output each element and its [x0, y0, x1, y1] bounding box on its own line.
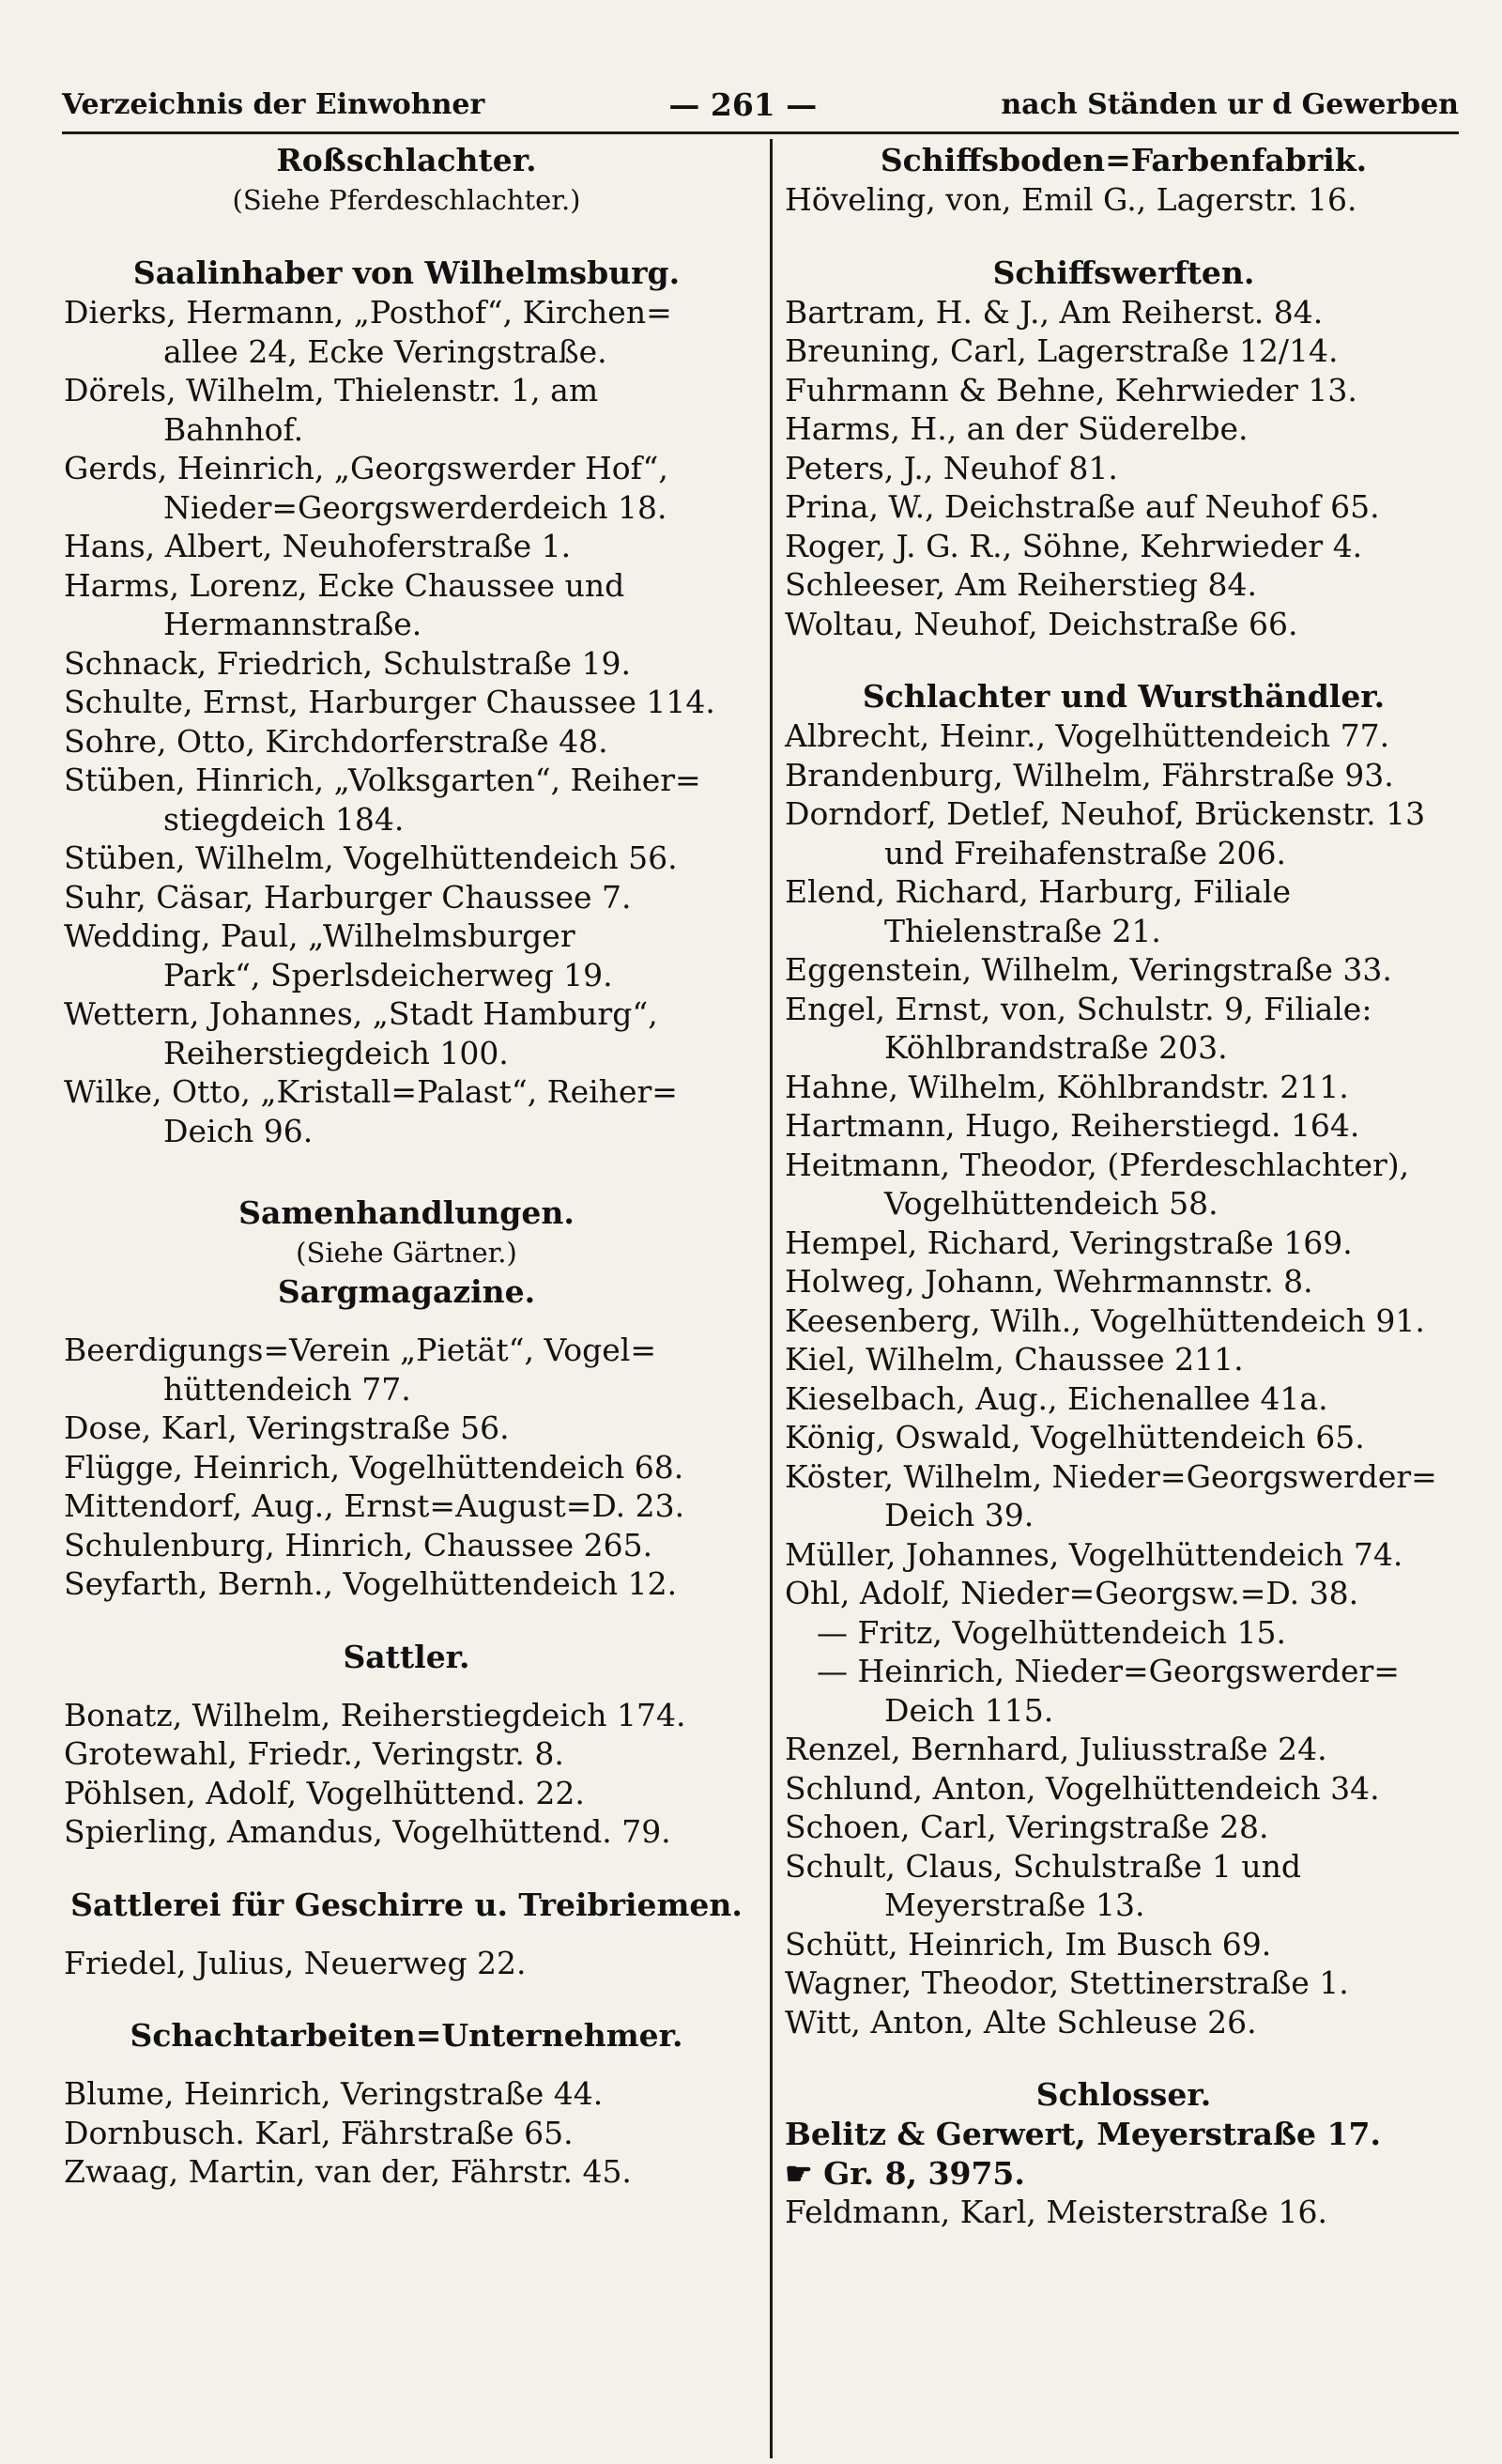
directory-entry [785, 716, 1463, 756]
directory-entry [785, 1652, 1463, 1730]
directory-entry [785, 2003, 1463, 2042]
entry-line: Dorndorf, Detlef, Neuhof, Brückenstr. 13 [785, 795, 1426, 832]
directory-entry [64, 1448, 749, 1487]
directory-entry [64, 683, 749, 722]
entry-continuation: hüttendeich 77. [163, 1370, 411, 1408]
entry-continuation: und Freihafenstraße 206. [884, 834, 1286, 871]
entry-line: Köster, Wilhelm, Nieder=Georgswerder= [785, 1457, 1437, 1495]
directory-entry [64, 449, 749, 527]
entry-list [785, 293, 1463, 644]
section-heading: Samenhandlungen. [238, 1194, 575, 1231]
directory-entry [785, 565, 1463, 605]
entry-line: Witt, Anton, Alte Schleuse 26. [785, 2003, 1257, 2040]
entry-continuation: Deich 96. [163, 1112, 314, 1149]
entry-line: Prina, W., Deichstraße auf Neuhof 65. [785, 488, 1380, 525]
entry-line: Wettern, Johannes, „Stadt Hamburg“, [64, 995, 658, 1032]
column-divider [770, 139, 773, 2458]
directory-entry [785, 293, 1463, 332]
directory-entry [785, 794, 1463, 872]
directory-entry [64, 1331, 749, 1409]
entry-continuation: Deich 115. [884, 1691, 1054, 1729]
entry-line: Harms, H., an der Süderelbe. [785, 410, 1249, 447]
entry-line: ☛ Gr. 8, 3975. [785, 2154, 1025, 2192]
header-rule [62, 131, 1459, 134]
section-heading: Sattler. [343, 1638, 470, 1675]
entry-list [64, 1331, 749, 1604]
entry-line: Spierling, Amandus, Vogelhüttend. 79. [64, 1813, 671, 1850]
entry-continuation: Park“, Sperlsdeicherweg 19. [163, 956, 613, 993]
running-header [62, 81, 1459, 128]
directory-entry [785, 872, 1463, 950]
directory-entry [785, 950, 1463, 990]
entry-line: Pöhlsen, Adolf, Vogelhüttend. 22. [64, 1774, 585, 1811]
directory-entry [64, 1564, 749, 1604]
section-heading: Schiffsboden=Farbenfabrik. [880, 142, 1368, 178]
entry-list [64, 1696, 749, 1852]
entry-line: Zwaag, Martin, van der, Fährstr. 45. [64, 2153, 632, 2190]
directory-entry [785, 1457, 1463, 1535]
entry-list [785, 1613, 1463, 1731]
entry-line: Bartram, H. & J., Am Reiherst. 84. [785, 293, 1324, 331]
entry-line: Wagner, Theodor, Stettinerstraße 1. [785, 1964, 1349, 2001]
entry-line: Breuning, Carl, Lagerstraße 12/14. [785, 332, 1339, 369]
entry-list [64, 293, 749, 1150]
directory-entry [64, 2152, 749, 2192]
entry-line: Stüben, Hinrich, „Volksgarten“, Reiher= [64, 762, 701, 798]
section-heading: Schachtarbeiten=Unternehmer. [130, 2017, 683, 2054]
entry-line: Schoen, Carl, Veringstraße 28. [785, 1809, 1269, 1845]
directory-entry [64, 2074, 749, 2114]
entry-line: Schlund, Anton, Vogelhüttendeich 34. [785, 1769, 1380, 1807]
directory-entry [785, 1418, 1463, 1457]
entry-line: — Fritz, Vogelhüttendeich 15. [817, 1613, 1286, 1651]
directory-entry [785, 1925, 1463, 1964]
entry-line: Kieselbach, Aug., Eichenallee 41a. [785, 1379, 1328, 1417]
entry-line: Flügge, Heinrich, Vogelhüttendeich 68. [64, 1448, 684, 1486]
section-heading: Roßschlachter. [276, 142, 537, 178]
entry-line: Holweg, Johann, Wehrmannstr. 8. [785, 1263, 1313, 1300]
entry-line: Dierks, Hermann, „Posthof“, Kirchen= [64, 294, 672, 331]
entry-line: Schult, Claus, Schulstraße 1 und [785, 1847, 1302, 1885]
directory-entry [785, 180, 1463, 220]
entry-line: Albrecht, Heinr., Vogelhüttendeich 77. [785, 717, 1390, 754]
directory-entry [785, 527, 1463, 566]
entry-line: Keesenberg, Wilh., Vogelhüttendeich 91. [785, 1301, 1425, 1339]
header-right: nach Ständen ur d Gewerben [1001, 87, 1459, 121]
entry-continuation: Reiherstiegdeich 100. [163, 1034, 509, 1071]
directory-entry [785, 1535, 1463, 1575]
entry-line: Fuhrmann & Behne, Kehrwieder 13. [785, 371, 1357, 408]
entry-line: Peters, J., Neuhof 81. [785, 449, 1118, 486]
entry-line: Höveling, von, Emil G., Lagerstr. 16. [785, 181, 1357, 218]
entry-list [64, 1944, 749, 1983]
entry-list [785, 2193, 1463, 2232]
entry-line: Elend, Richard, Harburg, Filiale [785, 873, 1292, 910]
entry-continuation: Meyerstraße 13. [884, 1886, 1145, 1923]
directory-entry [64, 1774, 749, 1813]
entry-line: Hahne, Wilhelm, Köhlbrandstr. 211. [785, 1068, 1349, 1105]
entry-line: Hartmann, Hugo, Reiherstiegd. 164. [785, 1107, 1360, 1144]
entry-continuation: Köhlbrandstraße 203. [884, 1029, 1228, 1066]
directory-entry [64, 1409, 749, 1448]
entry-line: Schleeser, Am Reiherstieg 84. [785, 566, 1258, 603]
directory-entry [785, 2154, 1463, 2194]
section-heading: Sattlerei für Geschirre u. Treibriemen. [70, 1886, 743, 1923]
section-heading: Schiffswerften. [992, 254, 1255, 291]
directory-entry [785, 1769, 1463, 1809]
entry-line: Feldmann, Karl, Meisterstraße 16. [785, 2194, 1327, 2230]
directory-entry [64, 916, 749, 994]
entry-line: Müller, Johannes, Vogelhüttendeich 74. [785, 1535, 1403, 1573]
right-column [785, 141, 1463, 2232]
entry-line: Schulte, Ernst, Harburger Chaussee 114. [64, 684, 715, 720]
directory-entry [785, 1847, 1463, 1925]
entry-line: Hempel, Richard, Veringstraße 169. [785, 1224, 1353, 1261]
entry-line: Wedding, Paul, „Wilhelmsburger [64, 917, 575, 954]
entry-list [785, 1730, 1463, 2041]
directory-entry [785, 1262, 1463, 1301]
directory-entry [64, 878, 749, 917]
entry-continuation: Vogelhüttendeich 58. [884, 1185, 1218, 1222]
directory-entry [64, 1526, 749, 1565]
section-note: (Siehe Pferdeschlachter.) [232, 184, 581, 216]
entry-line: Engel, Ernst, von, Schulstr. 9, Filiale: [785, 990, 1372, 1027]
page-number: — 261 — [668, 85, 818, 123]
entry-line: Blume, Heinrich, Veringstraße 44. [64, 2075, 604, 2112]
entry-line: Seyfarth, Bernh., Vogelhüttendeich 12. [64, 1565, 678, 1602]
directory-entry [64, 1072, 749, 1150]
entry-line: Ohl, Adolf, Nieder=Georgsw.=D. 38. [785, 1575, 1359, 1611]
directory-entry [785, 371, 1463, 410]
entry-line: Heitmann, Theodor, (Pferdeschlachter), [785, 1146, 1410, 1183]
entry-line: — Heinrich, Nieder=Georgswerder= [817, 1653, 1400, 1689]
directory-entry [64, 293, 749, 371]
entry-continuation: Hermannstraße. [163, 606, 422, 642]
directory-entry [64, 566, 749, 644]
section-note: (Siehe Gärtner.) [296, 1237, 517, 1269]
directory-entry [785, 1301, 1463, 1341]
directory-entry [785, 1106, 1463, 1146]
entry-line: Stüben, Wilhelm, Vogelhüttendeich 56. [64, 839, 678, 876]
directory-entry [785, 605, 1463, 644]
directory-entry [785, 1224, 1463, 1263]
directory-entry [64, 371, 749, 449]
entry-line: Brandenburg, Wilhelm, Fährstraße 93. [785, 756, 1394, 793]
directory-entry [64, 1734, 749, 1774]
directory-entry [64, 994, 749, 1072]
directory-entry [785, 1379, 1463, 1419]
entry-line: Schütt, Heinrich, Im Busch 69. [785, 1925, 1272, 1963]
directory-entry [785, 2115, 1463, 2154]
directory-entry [64, 644, 749, 684]
directory-entry [64, 527, 749, 566]
directory-entry [785, 1574, 1463, 1613]
directory-entry [785, 1964, 1463, 2003]
entry-line: Friedel, Julius, Neuerweg 22. [64, 1944, 527, 1981]
entry-continuation: Nieder=Georgswerderdeich 18. [163, 488, 667, 526]
entry-line: Eggenstein, Wilhelm, Veringstraße 33. [785, 951, 1392, 988]
entry-continuation: Deich 39. [884, 1497, 1035, 1533]
entry-line: Hans, Albert, Neuhoferstraße 1. [64, 528, 572, 564]
entry-line: Grotewahl, Friedr., Veringstr. 8. [64, 1735, 564, 1772]
directory-entry [785, 331, 1463, 371]
directory-entry [64, 722, 749, 762]
entry-line: Gerds, Heinrich, „Georgswerder Hof“, [64, 450, 668, 486]
directory-entry [785, 1808, 1463, 1847]
entry-line: Suhr, Cäsar, Harburger Chaussee 7. [64, 878, 632, 916]
directory-entry [785, 487, 1463, 527]
entry-line: Dörels, Wilhelm, Thielenstr. 1, am [64, 372, 599, 408]
entry-line: Roger, J. G. R., Söhne, Kehrwieder 4. [785, 527, 1363, 564]
entry-line: Sohre, Otto, Kirchdorferstraße 48. [64, 722, 608, 760]
entry-list [785, 716, 1463, 1613]
entry-line: Schulenburg, Hinrich, Chaussee 265. [64, 1526, 653, 1563]
entry-line: Dornbusch. Karl, Fährstraße 65. [64, 2114, 574, 2151]
entry-line: Renzel, Bernhard, Juliusstraße 24. [785, 1731, 1327, 1767]
entry-line: Bonatz, Wilhelm, Reiherstiegdeich 174. [64, 1696, 686, 1733]
directory-entry [64, 839, 749, 878]
directory-entry [785, 990, 1463, 1068]
entry-line: Schnack, Friedrich, Schulstraße 19. [64, 644, 631, 682]
entry-continuation: Bahnhof. [163, 410, 304, 448]
entry-continuation: stiegdeich 184. [163, 800, 405, 838]
entry-list [785, 2115, 1463, 2193]
header-left: Verzeichnis der Einwohner [62, 87, 485, 121]
directory-entry [785, 2193, 1463, 2232]
directory-entry [785, 756, 1463, 795]
entry-line: Wilke, Otto, „Kristall=Palast“, Reiher= [64, 1073, 678, 1110]
entry-line: Kiel, Wilhelm, Chaussee 211. [785, 1341, 1244, 1378]
section-heading: Schlosser. [1035, 2076, 1212, 2113]
entry-list [785, 180, 1463, 220]
directory-entry [785, 409, 1463, 449]
directory-entry [64, 1812, 749, 1852]
directory-entry [64, 1696, 749, 1735]
section-heading: Schlachter und Wursthändler. [862, 678, 1386, 715]
left-column [64, 141, 749, 2192]
entry-line: Mittendorf, Aug., Ernst=August=D. 23. [64, 1487, 685, 1524]
directory-entry [64, 761, 749, 839]
entry-line: Woltau, Neuhof, Deichstraße 66. [785, 605, 1298, 642]
directory-entry [64, 2114, 749, 2153]
entry-line: König, Oswald, Vogelhüttendeich 65. [785, 1419, 1365, 1455]
entry-line: Belitz & Gerwert, Meyerstraße 17. [785, 2116, 1381, 2152]
entry-list [64, 2074, 749, 2192]
directory-entry [64, 1944, 749, 1983]
entry-line: Beerdigungs=Verein „Pietät“, Vogel= [64, 1332, 656, 1368]
directory-entry [785, 449, 1463, 488]
entry-continuation: allee 24, Ecke Veringstraße. [163, 332, 607, 370]
directory-entry [785, 1146, 1463, 1224]
directory-entry [64, 1486, 749, 1526]
entry-line: Dose, Karl, Veringstraße 56. [64, 1409, 510, 1446]
section-heading: Saalinhaber von Wilhelmsburg. [132, 254, 681, 291]
directory-entry [785, 1340, 1463, 1379]
entry-line: Harms, Lorenz, Ecke Chaussee und [64, 566, 625, 604]
directory-entry [785, 1613, 1463, 1653]
directory-entry [785, 1730, 1463, 1769]
directory-entry [785, 1068, 1463, 1107]
section-heading: Sargmagazine. [277, 1273, 536, 1310]
entry-continuation: Thielenstraße 21. [884, 912, 1161, 949]
